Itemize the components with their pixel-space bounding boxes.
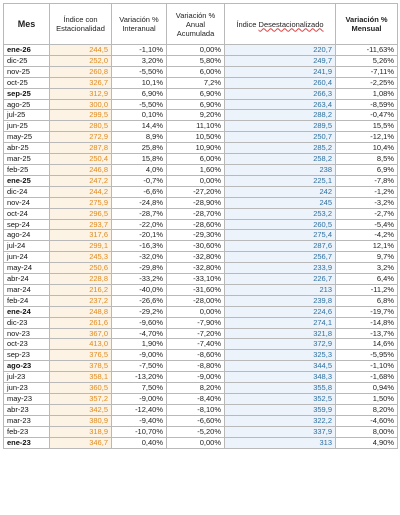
cell-variacion-interanual[interactable]: 3,20%: [112, 55, 167, 66]
cell-variacion-anual-acumulada[interactable]: -8,40%: [167, 394, 225, 405]
header-text-desestacionalizado: Desestacionalizado: [258, 19, 324, 29]
cell-mes[interactable]: jun-24: [4, 252, 50, 263]
cell-mes[interactable]: ago-24: [4, 230, 50, 241]
table-row: [4, 415, 398, 426]
cell-mes[interactable]: may-25: [4, 132, 50, 143]
cell-mes[interactable]: oct-24: [4, 208, 50, 219]
table-row: [4, 252, 398, 263]
cell-indice-estacionalidad[interactable]: 342,5: [50, 404, 112, 415]
cell-variacion-anual-acumulada[interactable]: -8,60%: [167, 350, 225, 361]
cell-variacion-interanual[interactable]: -9,00%: [112, 350, 167, 361]
table-row: [4, 317, 398, 328]
cell-mes[interactable]: oct-23: [4, 339, 50, 350]
cell-mes[interactable]: mar-24: [4, 284, 50, 295]
cell-mes[interactable]: dic-23: [4, 317, 50, 328]
cell-mes[interactable]: jun-25: [4, 121, 50, 132]
table-row: [4, 197, 398, 208]
cell-variacion-anual-acumulada[interactable]: 7,2%: [167, 77, 225, 88]
table-row: [4, 121, 398, 132]
cell-indice-desestacionalizado[interactable]: 313: [225, 437, 336, 448]
cell-mes[interactable]: abr-24: [4, 274, 50, 285]
cell-indice-desestacionalizado[interactable]: 220,7: [225, 45, 336, 56]
cell-indice-desestacionalizado[interactable]: 352,5: [225, 394, 336, 405]
cell-indice-desestacionalizado[interactable]: 249,7: [225, 55, 336, 66]
cell-variacion-anual-acumulada[interactable]: 9,20%: [167, 110, 225, 121]
table-row: [4, 186, 398, 197]
cell-mes[interactable]: abr-23: [4, 404, 50, 415]
cell-variacion-mensual[interactable]: -7,11%: [336, 66, 398, 77]
cell-variacion-mensual[interactable]: -2,25%: [336, 77, 398, 88]
cell-variacion-interanual[interactable]: -0,7%: [112, 175, 167, 186]
cell-variacion-interanual[interactable]: 4,0%: [112, 164, 167, 175]
cell-variacion-anual-acumulada[interactable]: -6,60%: [167, 415, 225, 426]
cell-mes[interactable]: nov-25: [4, 66, 50, 77]
column-header-variacion-interanual[interactable]: Variación % Interanual: [112, 4, 167, 45]
cell-indice-desestacionalizado[interactable]: 260,4: [225, 77, 336, 88]
cell-mes[interactable]: ene-26: [4, 45, 50, 56]
cell-variacion-interanual[interactable]: -7,50%: [112, 361, 167, 372]
cell-variacion-mensual[interactable]: 10,4%: [336, 143, 398, 154]
cell-variacion-anual-acumulada[interactable]: -29,30%: [167, 230, 225, 241]
cell-indice-estacionalidad[interactable]: 260,8: [50, 66, 112, 77]
cell-mes[interactable]: sep-24: [4, 219, 50, 230]
cell-indice-desestacionalizado[interactable]: 241,9: [225, 66, 336, 77]
cell-variacion-mensual[interactable]: 12,1%: [336, 241, 398, 252]
cell-variacion-anual-acumulada[interactable]: -7,90%: [167, 317, 225, 328]
cell-variacion-anual-acumulada[interactable]: -8,80%: [167, 361, 225, 372]
cell-indice-estacionalidad[interactable]: 280,5: [50, 121, 112, 132]
cell-mes[interactable]: jul-24: [4, 241, 50, 252]
cell-indice-desestacionalizado[interactable]: 258,2: [225, 154, 336, 165]
cell-variacion-mensual[interactable]: -4,2%: [336, 230, 398, 241]
cell-variacion-interanual[interactable]: -1,10%: [112, 45, 167, 56]
cell-variacion-interanual[interactable]: -22,0%: [112, 219, 167, 230]
table-row: [4, 437, 398, 448]
cell-indice-desestacionalizado[interactable]: 226,7: [225, 274, 336, 285]
cell-variacion-interanual[interactable]: -6,6%: [112, 186, 167, 197]
cell-variacion-mensual[interactable]: -13,7%: [336, 328, 398, 339]
cell-mes[interactable]: sep-25: [4, 88, 50, 99]
cell-mes[interactable]: feb-23: [4, 426, 50, 437]
cell-indice-desestacionalizado[interactable]: 225,1: [225, 175, 336, 186]
table-row: [4, 132, 398, 143]
cell-indice-estacionalidad[interactable]: 360,5: [50, 383, 112, 394]
cell-mes[interactable]: feb-25: [4, 164, 50, 175]
cell-variacion-anual-acumulada[interactable]: -28,90%: [167, 197, 225, 208]
cell-variacion-mensual[interactable]: 1,50%: [336, 394, 398, 405]
cell-indice-desestacionalizado[interactable]: 285,2: [225, 143, 336, 154]
cell-variacion-interanual[interactable]: -13,20%: [112, 372, 167, 383]
cell-indice-estacionalidad[interactable]: 216,2: [50, 284, 112, 295]
cell-variacion-anual-acumulada[interactable]: 6,00%: [167, 66, 225, 77]
table-row: [4, 263, 398, 274]
cell-mes[interactable]: may-24: [4, 263, 50, 274]
table-row: [4, 339, 398, 350]
cell-indice-estacionalidad[interactable]: 346,7: [50, 437, 112, 448]
header-row: [4, 4, 398, 45]
cell-mes[interactable]: dic-24: [4, 186, 50, 197]
data-table: [3, 3, 398, 449]
cell-mes[interactable]: ago-25: [4, 99, 50, 110]
cell-variacion-interanual[interactable]: 6,90%: [112, 88, 167, 99]
cell-indice-estacionalidad[interactable]: 275,9: [50, 197, 112, 208]
cell-indice-estacionalidad[interactable]: 317,6: [50, 230, 112, 241]
cell-variacion-mensual[interactable]: 9,7%: [336, 252, 398, 263]
cell-indice-estacionalidad[interactable]: 287,8: [50, 143, 112, 154]
cell-indice-desestacionalizado[interactable]: 348,3: [225, 372, 336, 383]
column-header-variacion-anual-acumulada[interactable]: Variación % Anual Acumulada: [167, 4, 225, 45]
cell-indice-desestacionalizado[interactable]: 245: [225, 197, 336, 208]
table-row: [4, 404, 398, 415]
cell-indice-estacionalidad[interactable]: 413,0: [50, 339, 112, 350]
cell-variacion-anual-acumulada[interactable]: -33,10%: [167, 274, 225, 285]
cell-mes[interactable]: feb-24: [4, 295, 50, 306]
cell-variacion-mensual[interactable]: 4,90%: [336, 437, 398, 448]
cell-variacion-mensual[interactable]: -2,7%: [336, 208, 398, 219]
cell-indice-estacionalidad[interactable]: 318,9: [50, 426, 112, 437]
cell-mes[interactable]: ene-23: [4, 437, 50, 448]
cell-variacion-anual-acumulada[interactable]: 8,20%: [167, 383, 225, 394]
cell-indice-desestacionalizado[interactable]: 242: [225, 186, 336, 197]
cell-indice-estacionalidad[interactable]: 378,5: [50, 361, 112, 372]
table-row: [4, 306, 398, 317]
cell-variacion-interanual[interactable]: -29,8%: [112, 263, 167, 274]
spreadsheet: [3, 3, 398, 449]
table-row: [4, 361, 398, 372]
cell-mes[interactable]: sep-23: [4, 350, 50, 361]
cell-variacion-interanual[interactable]: -28,7%: [112, 208, 167, 219]
cell-variacion-anual-acumulada[interactable]: -30,60%: [167, 241, 225, 252]
cell-variacion-interanual[interactable]: -29,2%: [112, 306, 167, 317]
table-row: [4, 328, 398, 339]
cell-indice-desestacionalizado[interactable]: 233,9: [225, 263, 336, 274]
cell-variacion-mensual[interactable]: 6,9%: [336, 164, 398, 175]
cell-variacion-mensual[interactable]: -5,4%: [336, 219, 398, 230]
cell-variacion-anual-acumulada[interactable]: -8,10%: [167, 404, 225, 415]
cell-indice-desestacionalizado[interactable]: 213: [225, 284, 336, 295]
table-row: [4, 350, 398, 361]
cell-indice-desestacionalizado[interactable]: 224,6: [225, 306, 336, 317]
column-header-indice-estacionalidad[interactable]: Índice con Estacionalidad: [50, 4, 112, 45]
cell-variacion-interanual[interactable]: 10,1%: [112, 77, 167, 88]
cell-indice-estacionalidad[interactable]: 228,8: [50, 274, 112, 285]
table-row: [4, 208, 398, 219]
cell-variacion-mensual[interactable]: 8,20%: [336, 404, 398, 415]
cell-variacion-interanual[interactable]: -9,60%: [112, 317, 167, 328]
cell-variacion-interanual[interactable]: -40,0%: [112, 284, 167, 295]
cell-indice-estacionalidad[interactable]: 376,5: [50, 350, 112, 361]
cell-indice-desestacionalizado[interactable]: 322,2: [225, 415, 336, 426]
table-body: [4, 45, 398, 449]
cell-variacion-mensual[interactable]: -8,59%: [336, 99, 398, 110]
cell-variacion-mensual[interactable]: -1,10%: [336, 361, 398, 372]
cell-indice-desestacionalizado[interactable]: 274,1: [225, 317, 336, 328]
cell-mes[interactable]: ago-23: [4, 361, 50, 372]
table-row: [4, 383, 398, 394]
table-row: [4, 55, 398, 66]
cell-variacion-mensual[interactable]: 8,00%: [336, 426, 398, 437]
cell-variacion-mensual[interactable]: 5,26%: [336, 55, 398, 66]
cell-variacion-mensual[interactable]: -11,63%: [336, 45, 398, 56]
cell-variacion-anual-acumulada[interactable]: 10,50%: [167, 132, 225, 143]
table-row: [4, 88, 398, 99]
cell-variacion-interanual[interactable]: -32,0%: [112, 252, 167, 263]
cell-indice-estacionalidad[interactable]: 248,8: [50, 306, 112, 317]
cell-variacion-mensual[interactable]: 3,2%: [336, 263, 398, 274]
cell-variacion-mensual[interactable]: 8,5%: [336, 154, 398, 165]
cell-indice-estacionalidad[interactable]: 244,5: [50, 45, 112, 56]
cell-indice-desestacionalizado[interactable]: 325,3: [225, 350, 336, 361]
cell-mes[interactable]: ene-24: [4, 306, 50, 317]
cell-variacion-anual-acumulada[interactable]: -28,70%: [167, 208, 225, 219]
cell-variacion-interanual[interactable]: -5,50%: [112, 99, 167, 110]
cell-variacion-anual-acumulada[interactable]: 0,00%: [167, 437, 225, 448]
cell-variacion-mensual[interactable]: -7,8%: [336, 175, 398, 186]
cell-indice-estacionalidad[interactable]: 326,7: [50, 77, 112, 88]
cell-mes[interactable]: oct-25: [4, 77, 50, 88]
cell-indice-estacionalidad[interactable]: 250,6: [50, 263, 112, 274]
cell-variacion-anual-acumulada[interactable]: 0,00%: [167, 175, 225, 186]
cell-variacion-mensual[interactable]: 6,8%: [336, 295, 398, 306]
cell-mes[interactable]: jul-25: [4, 110, 50, 121]
cell-indice-desestacionalizado[interactable]: 359,9: [225, 404, 336, 415]
cell-variacion-interanual[interactable]: 14,4%: [112, 121, 167, 132]
cell-indice-desestacionalizado[interactable]: 260,5: [225, 219, 336, 230]
column-header-mes[interactable]: Mes: [4, 4, 50, 45]
cell-indice-desestacionalizado[interactable]: 238: [225, 164, 336, 175]
cell-variacion-interanual[interactable]: 0,40%: [112, 437, 167, 448]
cell-variacion-anual-acumulada[interactable]: -31,60%: [167, 284, 225, 295]
cell-variacion-mensual[interactable]: 6,4%: [336, 274, 398, 285]
cell-indice-desestacionalizado[interactable]: 289,5: [225, 121, 336, 132]
table-row: [4, 110, 398, 121]
cell-variacion-interanual[interactable]: 15,8%: [112, 154, 167, 165]
table-row: [4, 295, 398, 306]
cell-variacion-interanual[interactable]: -9,00%: [112, 394, 167, 405]
cell-indice-estacionalidad[interactable]: 237,2: [50, 295, 112, 306]
cell-variacion-interanual[interactable]: -12,40%: [112, 404, 167, 415]
cell-indice-estacionalidad[interactable]: 247,2: [50, 175, 112, 186]
cell-variacion-anual-acumulada[interactable]: 6,00%: [167, 154, 225, 165]
cell-indice-estacionalidad[interactable]: 312,9: [50, 88, 112, 99]
cell-variacion-mensual[interactable]: 14,6%: [336, 339, 398, 350]
cell-indice-desestacionalizado[interactable]: 263,4: [225, 99, 336, 110]
cell-variacion-interanual[interactable]: -20,1%: [112, 230, 167, 241]
cell-variacion-interanual[interactable]: -4,70%: [112, 328, 167, 339]
cell-variacion-interanual[interactable]: 0,10%: [112, 110, 167, 121]
cell-variacion-interanual[interactable]: -16,3%: [112, 241, 167, 252]
cell-indice-estacionalidad[interactable]: 244,2: [50, 186, 112, 197]
cell-mes[interactable]: nov-24: [4, 197, 50, 208]
cell-indice-estacionalidad[interactable]: 250,4: [50, 154, 112, 165]
cell-variacion-mensual[interactable]: 15,5%: [336, 121, 398, 132]
table-row: [4, 219, 398, 230]
cell-variacion-anual-acumulada[interactable]: 0,00%: [167, 306, 225, 317]
cell-indice-estacionalidad[interactable]: 293,7: [50, 219, 112, 230]
cell-variacion-anual-acumulada[interactable]: -28,00%: [167, 295, 225, 306]
cell-indice-desestacionalizado[interactable]: 239,8: [225, 295, 336, 306]
cell-mes[interactable]: jul-23: [4, 372, 50, 383]
cell-variacion-interanual[interactable]: 1,90%: [112, 339, 167, 350]
cell-variacion-mensual[interactable]: -0,47%: [336, 110, 398, 121]
cell-variacion-interanual[interactable]: -10,70%: [112, 426, 167, 437]
cell-variacion-anual-acumulada[interactable]: -32,80%: [167, 252, 225, 263]
cell-variacion-anual-acumulada[interactable]: -7,40%: [167, 339, 225, 350]
cell-indice-desestacionalizado[interactable]: 287,6: [225, 241, 336, 252]
cell-indice-estacionalidad[interactable]: 299,5: [50, 110, 112, 121]
cell-indice-desestacionalizado[interactable]: 250,7: [225, 132, 336, 143]
cell-indice-desestacionalizado[interactable]: 275,4: [225, 230, 336, 241]
cell-variacion-mensual[interactable]: -1,68%: [336, 372, 398, 383]
cell-variacion-anual-acumulada[interactable]: -9,00%: [167, 372, 225, 383]
table-row: [4, 154, 398, 165]
cell-mes[interactable]: abr-25: [4, 143, 50, 154]
table-row: [4, 66, 398, 77]
table-row: [4, 426, 398, 437]
cell-variacion-mensual[interactable]: -3,2%: [336, 197, 398, 208]
cell-indice-estacionalidad[interactable]: 367,0: [50, 328, 112, 339]
table-row: [4, 274, 398, 285]
cell-variacion-mensual[interactable]: -19,7%: [336, 306, 398, 317]
cell-variacion-mensual[interactable]: -11,2%: [336, 284, 398, 295]
table-row: [4, 230, 398, 241]
cell-variacion-anual-acumulada[interactable]: 11,10%: [167, 121, 225, 132]
cell-variacion-mensual[interactable]: 0,94%: [336, 383, 398, 394]
cell-mes[interactable]: mar-25: [4, 154, 50, 165]
cell-mes[interactable]: mar-23: [4, 415, 50, 426]
column-header-indice-desestacionalizado[interactable]: [225, 4, 336, 45]
cell-indice-estacionalidad[interactable]: 252,0: [50, 55, 112, 66]
cell-indice-desestacionalizado[interactable]: 288,2: [225, 110, 336, 121]
cell-mes[interactable]: may-23: [4, 394, 50, 405]
cell-variacion-anual-acumulada[interactable]: 6,90%: [167, 88, 225, 99]
cell-variacion-mensual[interactable]: -5,95%: [336, 350, 398, 361]
cell-mes[interactable]: ene-25: [4, 175, 50, 186]
table-row: [4, 164, 398, 175]
cell-indice-desestacionalizado[interactable]: 372,9: [225, 339, 336, 350]
cell-variacion-mensual[interactable]: -4,60%: [336, 415, 398, 426]
cell-variacion-mensual[interactable]: -14,8%: [336, 317, 398, 328]
table-row: [4, 175, 398, 186]
cell-variacion-interanual[interactable]: -5,50%: [112, 66, 167, 77]
table-row: [4, 372, 398, 383]
cell-variacion-anual-acumulada[interactable]: 6,90%: [167, 99, 225, 110]
column-header-variacion-mensual[interactable]: Variación % Mensual: [336, 4, 398, 45]
table-row: [4, 394, 398, 405]
cell-indice-estacionalidad[interactable]: 299,1: [50, 241, 112, 252]
cell-variacion-mensual[interactable]: -12,1%: [336, 132, 398, 143]
cell-variacion-anual-acumulada[interactable]: 0,00%: [167, 45, 225, 56]
cell-indice-desestacionalizado[interactable]: 355,8: [225, 383, 336, 394]
cell-variacion-interanual[interactable]: -24,8%: [112, 197, 167, 208]
cell-variacion-interanual[interactable]: -9,40%: [112, 415, 167, 426]
cell-variacion-anual-acumulada[interactable]: -27,20%: [167, 186, 225, 197]
cell-indice-desestacionalizado[interactable]: 321,8: [225, 328, 336, 339]
cell-variacion-interanual[interactable]: -26,6%: [112, 295, 167, 306]
cell-variacion-interanual[interactable]: 7,50%: [112, 383, 167, 394]
cell-variacion-mensual[interactable]: -1,2%: [336, 186, 398, 197]
cell-variacion-interanual[interactable]: 8,9%: [112, 132, 167, 143]
cell-variacion-anual-acumulada[interactable]: -5,20%: [167, 426, 225, 437]
cell-indice-estacionalidad[interactable]: 358,1: [50, 372, 112, 383]
cell-indice-estacionalidad[interactable]: 300,0: [50, 99, 112, 110]
cell-indice-desestacionalizado[interactable]: 344,5: [225, 361, 336, 372]
table-row: [4, 284, 398, 295]
cell-indice-estacionalidad[interactable]: 272,9: [50, 132, 112, 143]
cell-variacion-anual-acumulada[interactable]: -7,20%: [167, 328, 225, 339]
table-row: [4, 143, 398, 154]
table-row: [4, 77, 398, 88]
cell-variacion-interanual[interactable]: 25,8%: [112, 143, 167, 154]
cell-indice-estacionalidad[interactable]: 296,5: [50, 208, 112, 219]
cell-variacion-anual-acumulada[interactable]: 5,80%: [167, 55, 225, 66]
cell-indice-estacionalidad[interactable]: 246,8: [50, 164, 112, 175]
cell-mes[interactable]: nov-23: [4, 328, 50, 339]
cell-indice-estacionalidad[interactable]: 261,6: [50, 317, 112, 328]
cell-variacion-interanual[interactable]: -33,2%: [112, 274, 167, 285]
cell-mes[interactable]: dic-25: [4, 55, 50, 66]
cell-indice-estacionalidad[interactable]: 245,3: [50, 252, 112, 263]
table-row: [4, 45, 398, 56]
cell-variacion-mensual[interactable]: 1,08%: [336, 88, 398, 99]
table-row: [4, 99, 398, 110]
cell-variacion-anual-acumulada[interactable]: 10,90%: [167, 143, 225, 154]
table-row: [4, 241, 398, 252]
cell-indice-estacionalidad[interactable]: 380,9: [50, 415, 112, 426]
header-text-indice: Índice: [236, 19, 259, 29]
cell-indice-desestacionalizado[interactable]: 266,3: [225, 88, 336, 99]
cell-variacion-anual-acumulada[interactable]: -28,60%: [167, 219, 225, 230]
cell-variacion-anual-acumulada[interactable]: -32,80%: [167, 263, 225, 274]
cell-indice-desestacionalizado[interactable]: 337,9: [225, 426, 336, 437]
cell-indice-estacionalidad[interactable]: 357,2: [50, 394, 112, 405]
cell-variacion-anual-acumulada[interactable]: 1,60%: [167, 164, 225, 175]
cell-indice-desestacionalizado[interactable]: 253,2: [225, 208, 336, 219]
cell-mes[interactable]: jun-23: [4, 383, 50, 394]
cell-indice-desestacionalizado[interactable]: 256,7: [225, 252, 336, 263]
